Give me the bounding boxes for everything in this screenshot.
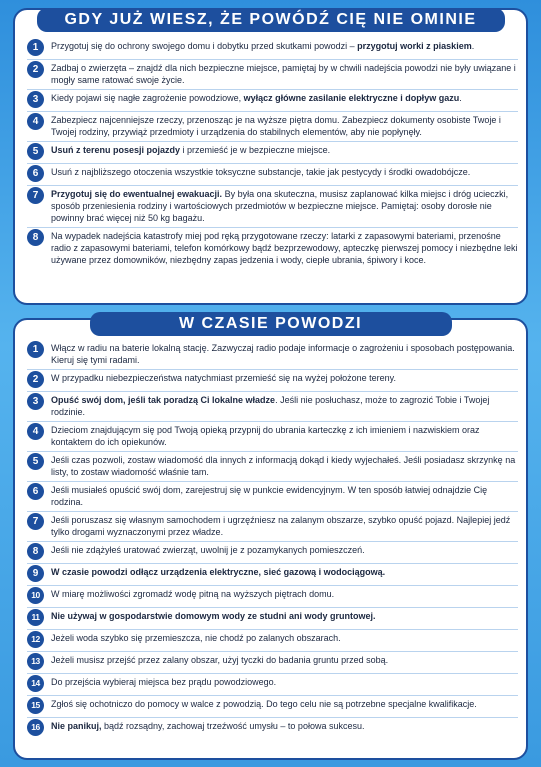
item-text-part: i przemieść je w bezpieczne miejsce.: [180, 145, 331, 155]
item-text-part: Jeśli nie zdążyłeś uratować zwierząt, uwolnij je z pozamykanych pomieszczeń.: [51, 545, 365, 555]
item-text-emphasis: wyłącz główne zasilanie elektryczne i dopływ gazu: [243, 93, 460, 103]
item-text: [51, 698, 518, 710]
item-text-part: Do przejścia wybieraj miejsca bez prądu powodziowego.: [51, 677, 277, 687]
item-text-part: Jeżeli musisz przejść przez zalany obszar, użyj tyczki do badania gruntu przed sobą.: [51, 655, 389, 665]
list-item: [27, 542, 518, 564]
item-text-part: Włącz w radiu na baterie lokalną stację. Zazwyczaj radio podaje informacje o zagrożeniu i sposobach postępowania. Kieruj się tymi radami.: [51, 343, 515, 365]
item-number-badge: 4: [27, 113, 44, 130]
item-text: [51, 424, 518, 448]
item-text: [51, 114, 518, 138]
item-number-badge: 9: [27, 565, 44, 582]
item-text-part: Jeśli musiałeś opuścić swój dom, zarejestruj się w punkcie ewidencyjnym. W ten sposób łatwiej odnajdzie Cię rodzina.: [51, 485, 488, 507]
item-text-part: Zgłoś się ochotniczo do pomocy w walce z powodzią. Do tego celu nie są potrzebne specjalne kwalifikacje.: [51, 699, 477, 709]
list-item: [27, 90, 518, 112]
item-text-part: By była ona skuteczna, musisz zaplanować kilka miejsc i dróg ucieczki, sposób przeniesienia rodziny i wartościowych przedmiotów w bezpieczne miejsce. Pamiętaj: osoby dorosłe nie powinny brać więcej niż 50 kg bagażu.: [51, 189, 509, 223]
list-item: [27, 652, 518, 674]
item-number-badge: 12: [27, 631, 44, 648]
item-number-badge: 14: [27, 675, 44, 692]
item-text-emphasis: W czasie powodzi odłącz urządzenia elektryczne, sieć gazową i wodociągową.: [51, 567, 386, 577]
item-text: [51, 632, 518, 644]
list-item: [27, 482, 518, 512]
item-number-badge: 11: [27, 609, 44, 626]
item-text-emphasis: Nie używaj w gospodarstwie domowym wody ze studni ani wody gruntowej.: [51, 611, 376, 621]
item-text-part: .: [459, 93, 462, 103]
item-text-part: Usuń z najbliższego otoczenia wszystkie toksyczne substancje, takie jak pestycydy i środki owadobójcze.: [51, 167, 471, 177]
list-item: [27, 392, 518, 422]
list-item: [27, 142, 518, 164]
item-number-badge: 10: [27, 587, 44, 604]
item-text: [51, 676, 518, 688]
list-item: [27, 228, 518, 269]
item-number-badge: 6: [27, 483, 44, 500]
item-text: [51, 720, 518, 732]
item-text-part: Dzieciom znajdującym się pod Twoją opieką przypnij do ubrania karteczkę z ich imieniem i nazwiskiem oraz kontaktem do ich opiekunów.: [51, 425, 480, 447]
item-text-part: bądź rozsądny, zachowaj trzeźwość umysłu – to połowa sukcesu.: [101, 721, 365, 731]
item-text-emphasis: Nie panikuj,: [51, 721, 102, 731]
section-title: W CZASIE POWODZI: [90, 312, 452, 336]
list-item: [27, 564, 518, 586]
instruction-list: [27, 340, 518, 754]
list-item: [27, 696, 518, 718]
item-text: [51, 188, 518, 224]
item-text-part: . Jeśli nie posłuchasz, może to zagrozić Tobie i Twojej rodzinie.: [51, 395, 490, 417]
list-item: [27, 422, 518, 452]
item-number-badge: 3: [27, 91, 44, 108]
list-item: [27, 674, 518, 696]
item-text-part: Kiedy pojawi się nagłe zagrożenie powodziowe,: [51, 93, 244, 103]
item-text: [51, 394, 518, 418]
item-text-part: .: [471, 41, 475, 51]
item-text: [51, 588, 518, 600]
item-text: [51, 144, 518, 156]
item-number-badge: 8: [27, 229, 44, 246]
list-item: [27, 186, 518, 228]
item-text: [51, 654, 518, 666]
item-text: [51, 610, 518, 622]
item-text-emphasis: Opuść swój dom, jeśli tak poradzą Ci lokalne władze: [51, 395, 276, 405]
item-text-part: Zabezpiecz najcenniejsze rzeczy, przenosząc je na wyższe piętra domu. Zabezpiecz dokumenty osobiste Twoje i Twojej rodziny, przywiąż przedmioty i urządzenia do stabilnych elementów, aby nie popłynęły.: [51, 115, 501, 137]
item-text: [51, 166, 518, 178]
item-text-part: W przypadku niebezpieczeństwa natychmiast przemieść się na wyżej położone tereny.: [51, 373, 396, 383]
item-text: [51, 40, 518, 52]
section-during-flood: [13, 315, 528, 760]
list-item: [27, 452, 518, 482]
list-item: [27, 586, 518, 608]
item-text: [51, 342, 518, 366]
item-number-badge: 1: [27, 341, 44, 358]
list-item: [27, 370, 518, 392]
item-text: [51, 230, 518, 266]
item-text: [51, 566, 518, 578]
item-text: [51, 484, 518, 508]
list-item: [27, 164, 518, 186]
item-text: [51, 544, 518, 556]
item-text-emphasis: przygotuj worki z piaskiem: [357, 41, 472, 51]
instruction-list: [27, 38, 518, 299]
item-number-badge: 2: [27, 371, 44, 388]
item-number-badge: 8: [27, 543, 44, 560]
list-item: [27, 340, 518, 370]
item-text-emphasis: Usuń z terenu posesji pojazdy: [51, 145, 181, 155]
item-text-part: W miarę możliwości zgromadź wodę pitną na wyższych piętrach domu.: [51, 589, 335, 599]
item-text-part: Przygotuj się do ochrony swojego domu i dobytku przed skutkami powodzi –: [51, 41, 358, 51]
item-text-part: Jeśli czas pozwoli, zostaw wiadomość dla innych z informacją dokąd i kiedy wyjechałeś. Jeśli posiadasz skrzynkę na listy, to zostaw wiadomość właśnie tam.: [51, 455, 516, 477]
item-text-part: Na wypadek nadejścia katastrofy miej pod ręką przygotowane rzeczy: latarki z zapasowymi bateriami, przenośne radio z zapasowymi bateriami, telefon komórkowy bądź bezprzewodowy, apteczkę pierwszej pomocy i niezbędne leki używane przez domowników, niezbędny zapas jedzenia i wody, ciepłe ubrania, śpiwory i koce.: [51, 231, 518, 265]
list-item: [27, 608, 518, 630]
item-number-badge: 4: [27, 423, 44, 440]
list-item: [27, 38, 518, 60]
item-text-part: Jeżeli woda szybko się przemieszcza, nie chodź po zalanych obszarach.: [51, 633, 341, 643]
item-number-badge: 2: [27, 61, 44, 78]
item-text: [51, 92, 518, 104]
item-text-part: Jeśli poruszasz się własnym samochodem i ugrzęźniesz na zalanym obszarze, szybko opuść pojazd. Najlepiej jedź tylko drogami wyznaczonymi przez władze.: [51, 515, 511, 537]
item-number-badge: 13: [27, 653, 44, 670]
list-item: [27, 718, 518, 739]
section-before-flood: [13, 8, 528, 305]
item-number-badge: 15: [27, 697, 44, 714]
section-title: GDY JUŻ WIESZ, ŻE POWÓDŹ CIĘ NIE OMINIE: [37, 8, 505, 32]
item-text: [51, 372, 518, 384]
list-item: [27, 60, 518, 90]
item-text: [51, 514, 518, 538]
item-text: [51, 454, 518, 478]
item-text: [51, 62, 518, 86]
list-item: [27, 630, 518, 652]
item-number-badge: 5: [27, 453, 44, 470]
item-number-badge: 6: [27, 165, 44, 182]
list-item: [27, 112, 518, 142]
item-number-badge: 1: [27, 39, 44, 56]
item-number-badge: 3: [27, 393, 44, 410]
item-number-badge: 7: [27, 187, 44, 204]
item-number-badge: 7: [27, 513, 44, 530]
item-number-badge: 5: [27, 143, 44, 160]
list-item: [27, 512, 518, 542]
item-text-emphasis: Przygotuj się do ewentualnej ewakuacji.: [51, 189, 223, 199]
item-number-badge: 16: [27, 719, 44, 736]
item-text-part: Zadbaj o zwierzęta – znajdź dla nich bezpieczne miejsce, pamiętaj by w chwili nadejścia powodzi nie były uwiązane i mogły same ratować swoje życie.: [51, 63, 516, 85]
